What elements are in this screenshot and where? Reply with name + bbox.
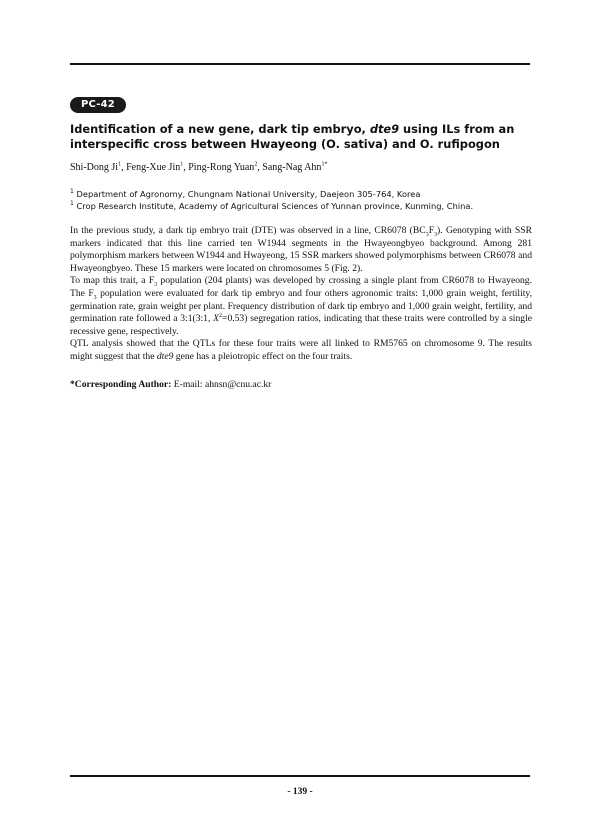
subscript: 3 (93, 294, 97, 301)
subscript: 3 (434, 231, 438, 238)
affiliation-mark: 1 (70, 188, 74, 196)
corresponding-author-label: *Corresponding Author: (70, 379, 172, 390)
affiliation-text: Crop Research Institute, Academy of Agricultural Sciences of Yunnan province, Kunming, China. (76, 201, 474, 211)
author-name: Ping-Rong Yuan (188, 162, 255, 173)
abstract-paragraph (70, 338, 532, 363)
title-part-2: using ILs from an interspecific cross between Hwayeong (O. sativa) and O. rufipogon (70, 122, 515, 151)
poster-code-badge: PC-42 (70, 97, 126, 113)
author-affiliation-mark: 1 (118, 161, 122, 168)
abstract-paragraph (70, 225, 532, 275)
text-run: ). Genotyping with SSR markers indicated that this line carried ten W1944 segments in the Hwayeongbyeo background. Among 281 polymorphism markers between W1944 and Hwayeong, 15 SSR markers showed polymorphisms between CR6078 and Hwayeongbyeo. These 15 markers were located on chromosomes 5 (Fig. 2). (70, 225, 533, 274)
page-number: - 139 - (287, 787, 313, 797)
text-run: In the previous study, a dark tip embryo trait (DTE) was observed in a line, CR6078 (BC (70, 225, 426, 236)
paper-title (70, 122, 540, 152)
top-rule (70, 63, 530, 65)
text-run: F (428, 225, 435, 236)
gene-name: dte9 (156, 350, 174, 362)
affiliation (70, 201, 530, 212)
author-name: Shi-Dong Ji (70, 162, 119, 173)
text-run: To map this trait, a F (70, 275, 155, 287)
corresponding-author (70, 379, 530, 391)
author-affiliation-mark: 2 (254, 161, 258, 168)
subscript: 3 (425, 231, 429, 238)
title-part-1: Identification of a new gene, dark tip embryo, (70, 122, 370, 136)
title-gene-name: dte9 (369, 122, 400, 136)
text-run: =0.53) segregation ratios, indicating that these traits were controlled by a single recessive gene, respectively. (70, 313, 532, 337)
text-run: population were evaluated for dark tip embryo and four others agronomic traits: 1,000 grain weight, fertility, germination rate, grain weight per plant. Frequency distribution of dark tip embryo and 1,000 grain weight, fertility, and germination rate followed a 3:1(3:1, (70, 287, 532, 325)
author-list: Shi-Dong Ji$^1$, Feng-Xue Jin$^1$, Ping-Rong Yuan$^2$, Sang-Nag Ahn$^{1*}$ (70, 161, 328, 173)
abstract-body (70, 225, 532, 364)
bottom-rule (70, 775, 530, 777)
affiliation-text: Department of Agronomy, Chungnam National University, Daejeon 305-764, Korea (76, 189, 421, 199)
affiliation (70, 189, 530, 200)
affiliation-mark: 1 (70, 200, 74, 208)
author-affiliation-mark: 1* (321, 161, 328, 168)
chi-symbol: X (213, 313, 220, 325)
text-run: population (204 plants) was developed by crossing a single plant from CR6078 to Hwayeong. The F (70, 275, 532, 299)
text-run: QTL analysis showed that the QTLs for these four traits were all linked to RM5765 on chromosome 9. The results might suggest that the (70, 338, 532, 362)
text-run: gene has a pleiotropic effect on the four traits. (173, 350, 353, 362)
superscript: 2 (219, 312, 223, 319)
email-label: E-mail: (173, 379, 203, 390)
author-name: Sang-Nag Ahn (262, 162, 322, 173)
author-affiliation-mark: 1 (180, 161, 184, 168)
subscript: 3 (154, 282, 158, 289)
abstract-paragraph (70, 275, 532, 338)
author-name: Feng-Xue Jin (126, 162, 181, 173)
email-address[interactable]: ahnsn@cnu.ac.kr (204, 379, 272, 390)
